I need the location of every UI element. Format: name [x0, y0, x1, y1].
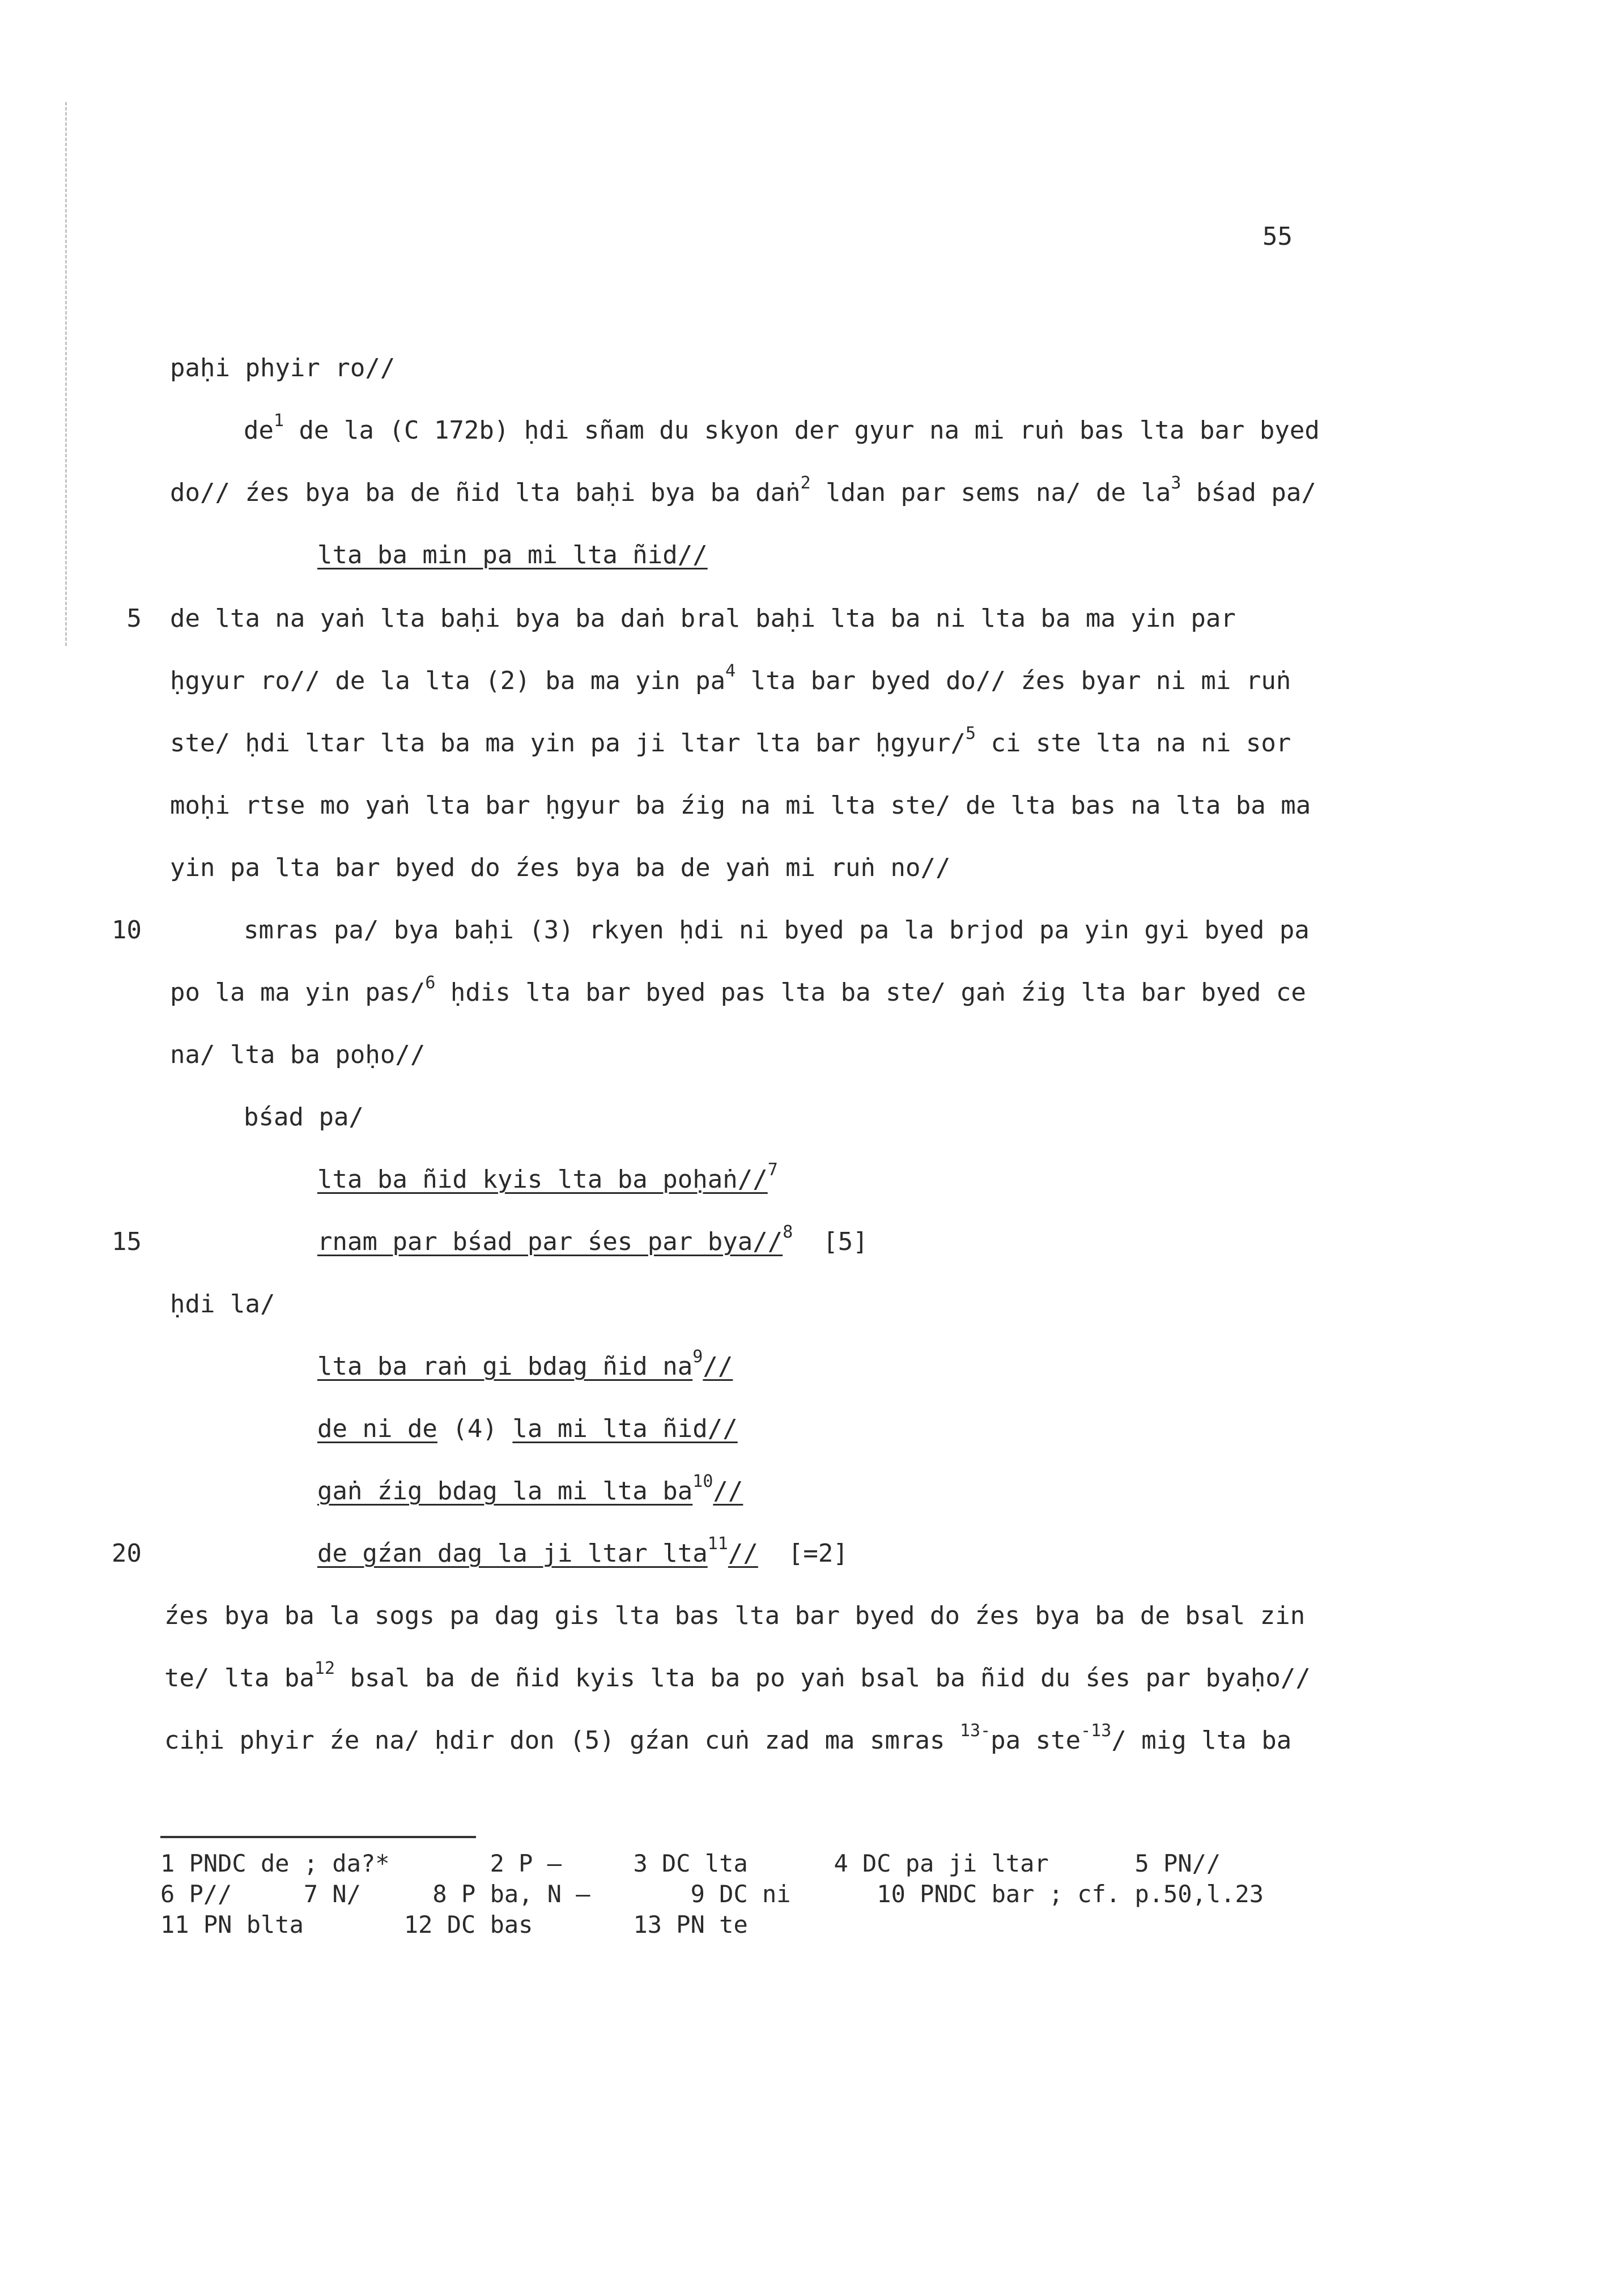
footnote-marker: 9 [692, 1347, 703, 1367]
text-segment: po la ma yin pas/ [170, 978, 426, 1007]
footnote-marker: 8 [783, 1222, 793, 1242]
text-segment: / mig lta ba [1111, 1726, 1292, 1755]
footnote-marker: -13 [1081, 1721, 1112, 1741]
left-margin-rule [65, 102, 67, 646]
text-segment: lta ba ñid kyis lta ba poḥaṅ// [317, 1165, 768, 1194]
text-segment: // [713, 1477, 743, 1506]
text-segment: ci ste lta na ni sor [976, 729, 1291, 758]
text-segment: ḥdi la/ [170, 1290, 275, 1319]
text-segment: yin pa lta bar byed do źes bya ba de yaṅ mi ruṅ no// [170, 853, 951, 882]
text-line [170, 851, 951, 885]
text-line [317, 538, 708, 572]
text-segment: ldan par sems na/ de la [810, 478, 1171, 507]
text-segment: // [728, 1539, 758, 1568]
text-line [170, 351, 395, 385]
text-line [170, 473, 1316, 513]
text-line [244, 1100, 364, 1134]
footnote-marker: 12 [314, 1659, 335, 1678]
text-segment: smras pa/ bya baḥi (3) rkyen ḥdi ni byed pa la brjod pa yin gyi byed pa [244, 916, 1310, 945]
text-segment: pa ste [990, 1726, 1081, 1755]
text-segment: ḥdis lta bar byed pas lta ba ste/ gaṅ źig lta bar byed ce [435, 978, 1306, 1007]
text-line [170, 789, 1311, 823]
footnote-marker: 2 [800, 473, 811, 493]
text-segment: de la (C 172b) ḥdi sñam du skyon der gyur na mi ruṅ bas lta bar byed [284, 416, 1320, 445]
text-line [244, 913, 1310, 947]
footnote-marker: 4 [725, 661, 736, 681]
page-number: 55 [1262, 222, 1293, 251]
text-line [170, 602, 1236, 636]
footnote-line: 1 PNDC de ; da?* 2 P — 3 DC lta 4 DC pa ji ltar 5 PN// [160, 1849, 1221, 1877]
footnote-marker: 3 [1171, 473, 1181, 493]
text-line [164, 1661, 1311, 1698]
text-segment: do// źes bya ba de ñid lta baḥi bya ba daṅ [170, 478, 801, 507]
text-line [170, 661, 1291, 701]
text-line [164, 1599, 1305, 1633]
text-segment: na/ lta ba poḥo// [170, 1040, 426, 1069]
text-line [317, 1160, 778, 1200]
text-segment: lta bar byed do// źes byar ni mi ruṅ [736, 666, 1291, 695]
text-line [170, 1038, 425, 1072]
footnote-marker: 1 [273, 411, 284, 431]
text-segment: [5] [793, 1227, 868, 1256]
text-line [164, 1721, 1292, 1761]
text-segment: ste/ ḥdi ltar lta ba ma yin pa ji ltar lta bar ḥgyur/ [170, 729, 966, 758]
text-segment: ciḥi phyir źe na/ ḥdir don (5) gźan cuṅ zad ma smras [164, 1726, 960, 1755]
footnote-separator [160, 1836, 476, 1838]
text-segment: lta ba raṅ gi bdag ñid na [317, 1352, 693, 1381]
text-line [317, 1412, 738, 1446]
text-segment: de [244, 416, 274, 445]
text-segment: rnam par bśad par śes par bya// [317, 1227, 783, 1256]
text-line [317, 1534, 848, 1574]
text-segment: źes bya ba la sogs pa dag gis lta bas lta bar byed do źes bya ba de bsal zin [164, 1601, 1306, 1630]
text-line [317, 1474, 743, 1511]
footnote-marker: 7 [767, 1160, 778, 1180]
text-segment: bsal ba de ñid kyis lta ba po yaṅ bsal ba ñid du śes par byaḥo// [335, 1664, 1311, 1693]
line-number: 10 [112, 916, 142, 945]
text-line [317, 1347, 733, 1387]
text-segment: [=2] [758, 1539, 848, 1568]
footnote-marker: 10 [692, 1472, 713, 1491]
text-segment: te/ lta ba [164, 1664, 314, 1693]
footnote-marker: 6 [425, 973, 436, 993]
footnote-marker: 11 [707, 1534, 728, 1554]
text-segment: moḥi rtse mo yaṅ lta bar ḥgyur ba źig na mi lta ste/ de lta bas na lta ba ma [170, 791, 1311, 820]
line-number: 15 [112, 1227, 142, 1256]
text-segment: de gźan dag la ji ltar lta [317, 1539, 708, 1568]
text-segment: paḥi phyir ro// [170, 354, 396, 382]
footnote-line: 11 PN blta 12 DC bas 13 PN te [160, 1911, 748, 1938]
text-segment: la mi lta ñid// [512, 1414, 738, 1443]
footnote-line: 6 P// 7 N/ 8 P ba, N — 9 DC ni 10 PNDC bar ; cf. p.50,l.23 [160, 1880, 1264, 1908]
text-segment: (4) [437, 1414, 513, 1443]
text-segment: bśad pa/ [244, 1103, 364, 1132]
text-segment: de ni de [317, 1414, 437, 1443]
text-line [170, 973, 1306, 1013]
text-line [244, 411, 1320, 450]
line-number: 20 [112, 1539, 142, 1568]
footnote-marker: 5 [965, 724, 976, 743]
text-line [317, 1222, 868, 1262]
text-line [170, 1287, 275, 1321]
text-segment: ḥgyur ro// de la lta (2) ba ma yin pa [170, 666, 726, 695]
footnote-marker: 13- [959, 1721, 991, 1741]
text-segment: de lta na yaṅ lta baḥi bya ba daṅ bral baḥi lta ba ni lta ba ma yin par [170, 604, 1236, 633]
line-number: 5 [126, 604, 142, 633]
text-segment: // [703, 1352, 733, 1381]
text-line [170, 726, 1291, 763]
text-segment: gaṅ źig bdag la mi lta ba [317, 1477, 693, 1506]
text-segment: bśad pa/ [1181, 478, 1316, 507]
text-segment: lta ba min pa mi lta ñid// [317, 541, 708, 569]
